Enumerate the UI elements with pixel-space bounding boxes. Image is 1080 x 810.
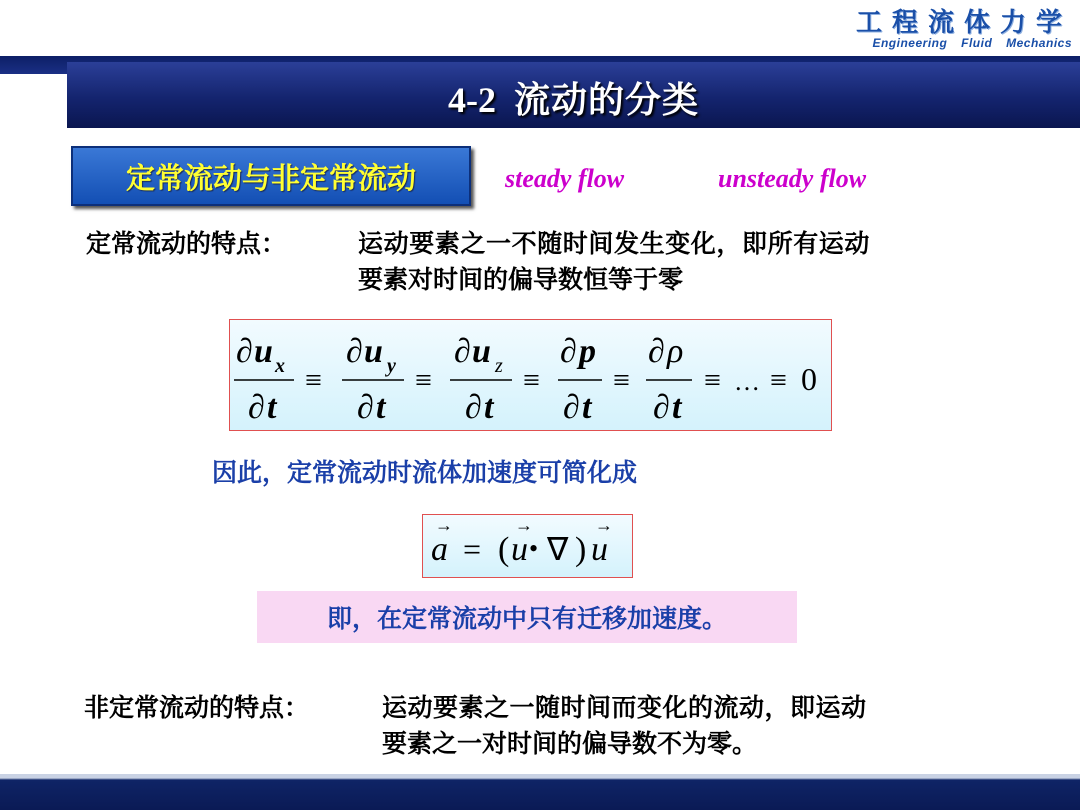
acceleration-note: 因此，定常流动时流体加速度可简化成 [212,458,638,487]
steady-flow-line2: 要素对时间的偏导数恒等于零 [358,265,684,294]
fraction-rho-over-t [646,333,692,426]
equiv-sign: ≡ [305,364,322,397]
equals-sign: = [463,531,482,567]
nabla-operator: ∇ [547,531,569,567]
fraction-ux-over-t [234,333,294,426]
time-t: t [376,389,386,426]
velocity-u: u [591,531,608,568]
vector-arrow: → [435,515,453,535]
partial-derivative-equation-box [229,319,832,431]
steady-flow-paragraph [86,226,870,298]
subscript-y: y [387,355,396,377]
course-logo [832,2,1072,50]
equiv-sign: ≡ [523,364,540,397]
fraction-uy-over-t [342,333,404,426]
convective-acceleration-note: 即，在定常流动中只有迁移加速度。 [326,604,727,633]
partial-symbol: ∂ [563,389,580,426]
density-rho: ρ [667,333,684,370]
partial-symbol: ∂ [248,389,265,426]
ellipsis: … [734,367,760,396]
velocity-u: u [254,333,273,370]
steady-flow-lead: 定常流动的特点： [86,229,287,258]
pressure-p: p [579,333,596,370]
section-title: 流动的分类 [513,80,699,121]
topic-heading: 定常流动与非定常流动 [125,160,416,195]
close-paren: ) [575,531,587,568]
open-paren: ( [498,531,510,568]
velocity-u: u [472,333,491,370]
acceleration-a: a [431,531,448,568]
time-t: t [484,389,494,426]
partial-symbol: ∂ [454,333,471,370]
steady-flow-body [358,226,870,298]
vector-arrow: → [595,515,613,535]
unsteady-flow-lead: 非定常流动的特点： [84,693,310,722]
partial-derivative-equation [230,320,831,430]
partial-symbol: ∂ [465,389,482,426]
steady-flow-line1: 运动要素之一不随时间发生变化，即所有运动 [358,229,871,258]
equiv-sign: ≡ [613,364,630,397]
partial-symbol: ∂ [357,389,374,426]
acceleration-equation-box [422,514,633,578]
unsteady-flow-paragraph [84,690,867,762]
partial-symbol: ∂ [653,389,670,426]
fraction-p-over-t [558,333,602,426]
unsteady-flow-term: unsteady flow [718,164,867,193]
partial-symbol: ∂ [346,333,363,370]
steady-flow-term: steady flow [505,164,625,193]
unsteady-flow-line2: 要素之一对时间的偏导数不为零。 [382,729,758,758]
zero: 0 [801,361,817,397]
logo-chinese-text: 工程流体力学 [855,8,1072,38]
title-bar [67,62,1080,128]
dot-operator: • [529,534,539,563]
velocity-u: u [511,531,528,568]
footer-band [0,774,1080,810]
slide-title [448,72,699,123]
equiv-sign: ≡ [704,364,721,397]
subscript-z: z [495,355,503,377]
subscript-x: x [275,355,285,377]
unsteady-flow-body [382,690,867,762]
time-t: t [672,389,682,426]
acceleration-equation [423,515,632,577]
logo-english-text: Engineering Fluid Mechanics [872,36,1072,50]
time-t: t [267,389,277,426]
topic-heading-box [71,146,471,206]
equiv-sign: ≡ [770,364,787,397]
partial-symbol: ∂ [560,333,577,370]
fraction-uz-over-t [450,333,512,426]
equiv-sign: ≡ [415,364,432,397]
partial-symbol: ∂ [648,333,665,370]
vector-arrow: → [515,515,533,535]
time-t: t [582,389,592,426]
unsteady-flow-line1: 运动要素之一随时间而变化的流动，即运动 [382,693,867,722]
velocity-u: u [364,333,383,370]
partial-symbol: ∂ [236,333,253,370]
convective-acceleration-note-box [257,591,797,643]
section-number: 4-2 [447,80,496,120]
